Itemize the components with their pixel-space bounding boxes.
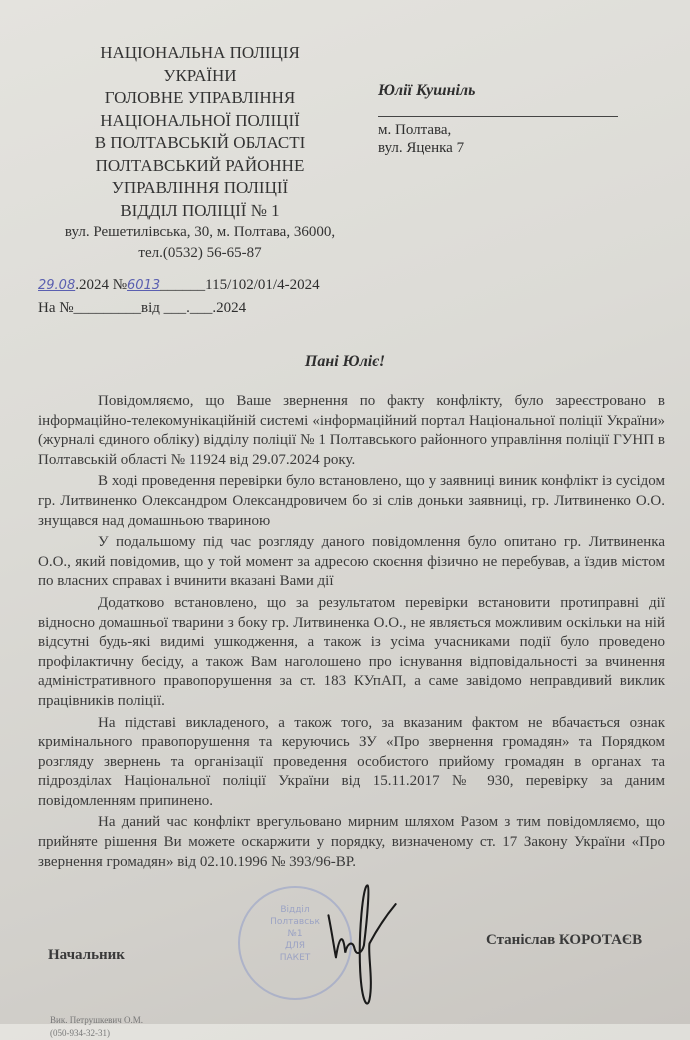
recipient-city: м. Полтава, — [378, 122, 452, 138]
letterhead-line: В ПОЛТАВСЬКІЙ ОБЛАСТІ — [94, 133, 306, 152]
letterhead-line: ПОЛТАВСЬКИЙ РАЙОННЕ — [95, 155, 305, 175]
handwritten-signature — [308, 878, 418, 1018]
letterhead-line: УПРАВЛІННЯ ПОЛІЦІЇ — [111, 178, 289, 197]
letterhead-line: НАЦІОНАЛЬНА ПОЛІЦІЯ — [100, 43, 300, 62]
recipient-block — [378, 82, 618, 157]
letterhead-address: вул. Решетилівська, 30, м. Полтава, 36000, — [64, 224, 336, 240]
paragraph: В ході проведення перевірки було встановлено, що у заявниці виник конфлікт із сусідом гр. Литвиненко Олександром Олександровичем бо зі слів доньки заявниці, гр. Литвиненко О.О. знущався над домашньою тваринoю — [38, 473, 665, 529]
signatory-title: Начальник — [48, 947, 125, 964]
letterhead-line: УКРАЇНИ — [163, 65, 237, 85]
letter-body — [38, 392, 665, 1040]
reference-year: .2024 № — [75, 277, 128, 293]
reference-code: 115/102/01/4-2024 — [205, 277, 320, 293]
recipient-name: Юлії Кушніль — [378, 82, 476, 99]
paragraph: На даний час конфлікт врегульовано мирним шляхом Разом з тим повідомляємо, що прийняте рішення Ви можете оскаржити у порядку, визначеному ст. 17 Закону України «Про звернення громадян» від 02.10.1996 № 393/96-ВР. — [38, 814, 665, 870]
stamp-text: ДЛЯ — [284, 941, 306, 952]
letterhead — [40, 42, 360, 264]
greeting: Пані Юліє! — [304, 353, 386, 370]
reference-block: 29.08.2024 №6013______115/102/01/4-2024 На №_________від ___.___.2024 — [38, 274, 320, 319]
stamp-text: Полтавськ — [270, 917, 320, 928]
paragraph: Додатково встановлено, що за результатом перевірки встановити протиправні дії відносно домашньої тварини з боку гр. Литвиненка О.О., не являється можливим оскільки на ній відсутні будь-які видимі ушкодження, а також із усіма учасниками події було проведено профілактичну бесіду, а також Вам наголошено про існування відповідальності за вчинення адміністративного правопорушення за ст. 183 КУпАП, а саме завідомо неправдивий виклик працівників поліції. — [38, 594, 665, 709]
letterhead-phone: тел.(0532) 56-65-87 — [138, 245, 262, 261]
stamp-text: Відділ — [280, 905, 310, 916]
handwritten-number: 6013 — [127, 278, 161, 293]
paragraph: Повідомляємо, що Ваше звернення по факту конфлікту, було зареєстровано в інформаційно-телекомунікаційній системі «інформаційний портал Національної поліції України» (журналі єдиного обліку) відділу поліції № 1 Полтавського районного управління поліції ГУНП в Полтавській області № 11924 від 29.07.2024 року. — [38, 393, 665, 468]
handwritten-date: 29.08 — [38, 278, 76, 293]
stamp-text: ПАКЕТ — [279, 953, 311, 964]
signature-block — [38, 886, 665, 1006]
letterhead-line: ВІДДІЛ ПОЛІЦІЇ № 1 — [120, 200, 280, 220]
signatory-name: Станіслав КОРОТАЄВ — [486, 932, 643, 949]
executor-phone: (050-934-32-31) — [50, 1028, 110, 1039]
stamp-text: №1 — [287, 929, 303, 940]
paragraph: На підставі викладеного, а також того, за вказаним фактом не вбачається ознак кримінального правопорушення та керуючись ЗУ «Про звернення громадян» та Порядком розгляду звернень та організації проведення особистого прийому громадян в органах та підрозділах Національної поліції України від 15.11.2017 № 930, перевірку за даним повідомленням припинено. — [38, 714, 665, 809]
recipient-divider — [378, 100, 618, 117]
reply-reference: На №_________від ___.___.2024 — [38, 300, 247, 316]
recipient-street: вул. Яценка 7 — [378, 140, 465, 156]
paragraph: У подальшому під час розгляду даного повідомлення було опитано гр. Литвиненка О.О., який повідомив, що у той момент за адресою скоєння фізично не перебував, а їздив містом по власних справах і вчинити вказані Вами дії — [38, 534, 665, 590]
letterhead-line: ГОЛОВНЕ УПРАВЛІННЯ — [104, 88, 296, 107]
executor-name: Вик. Петрушкевич О.М. — [50, 1015, 144, 1026]
letterhead-line: НАЦІОНАЛЬНОЇ ПОЛІЦІЇ — [100, 110, 300, 130]
